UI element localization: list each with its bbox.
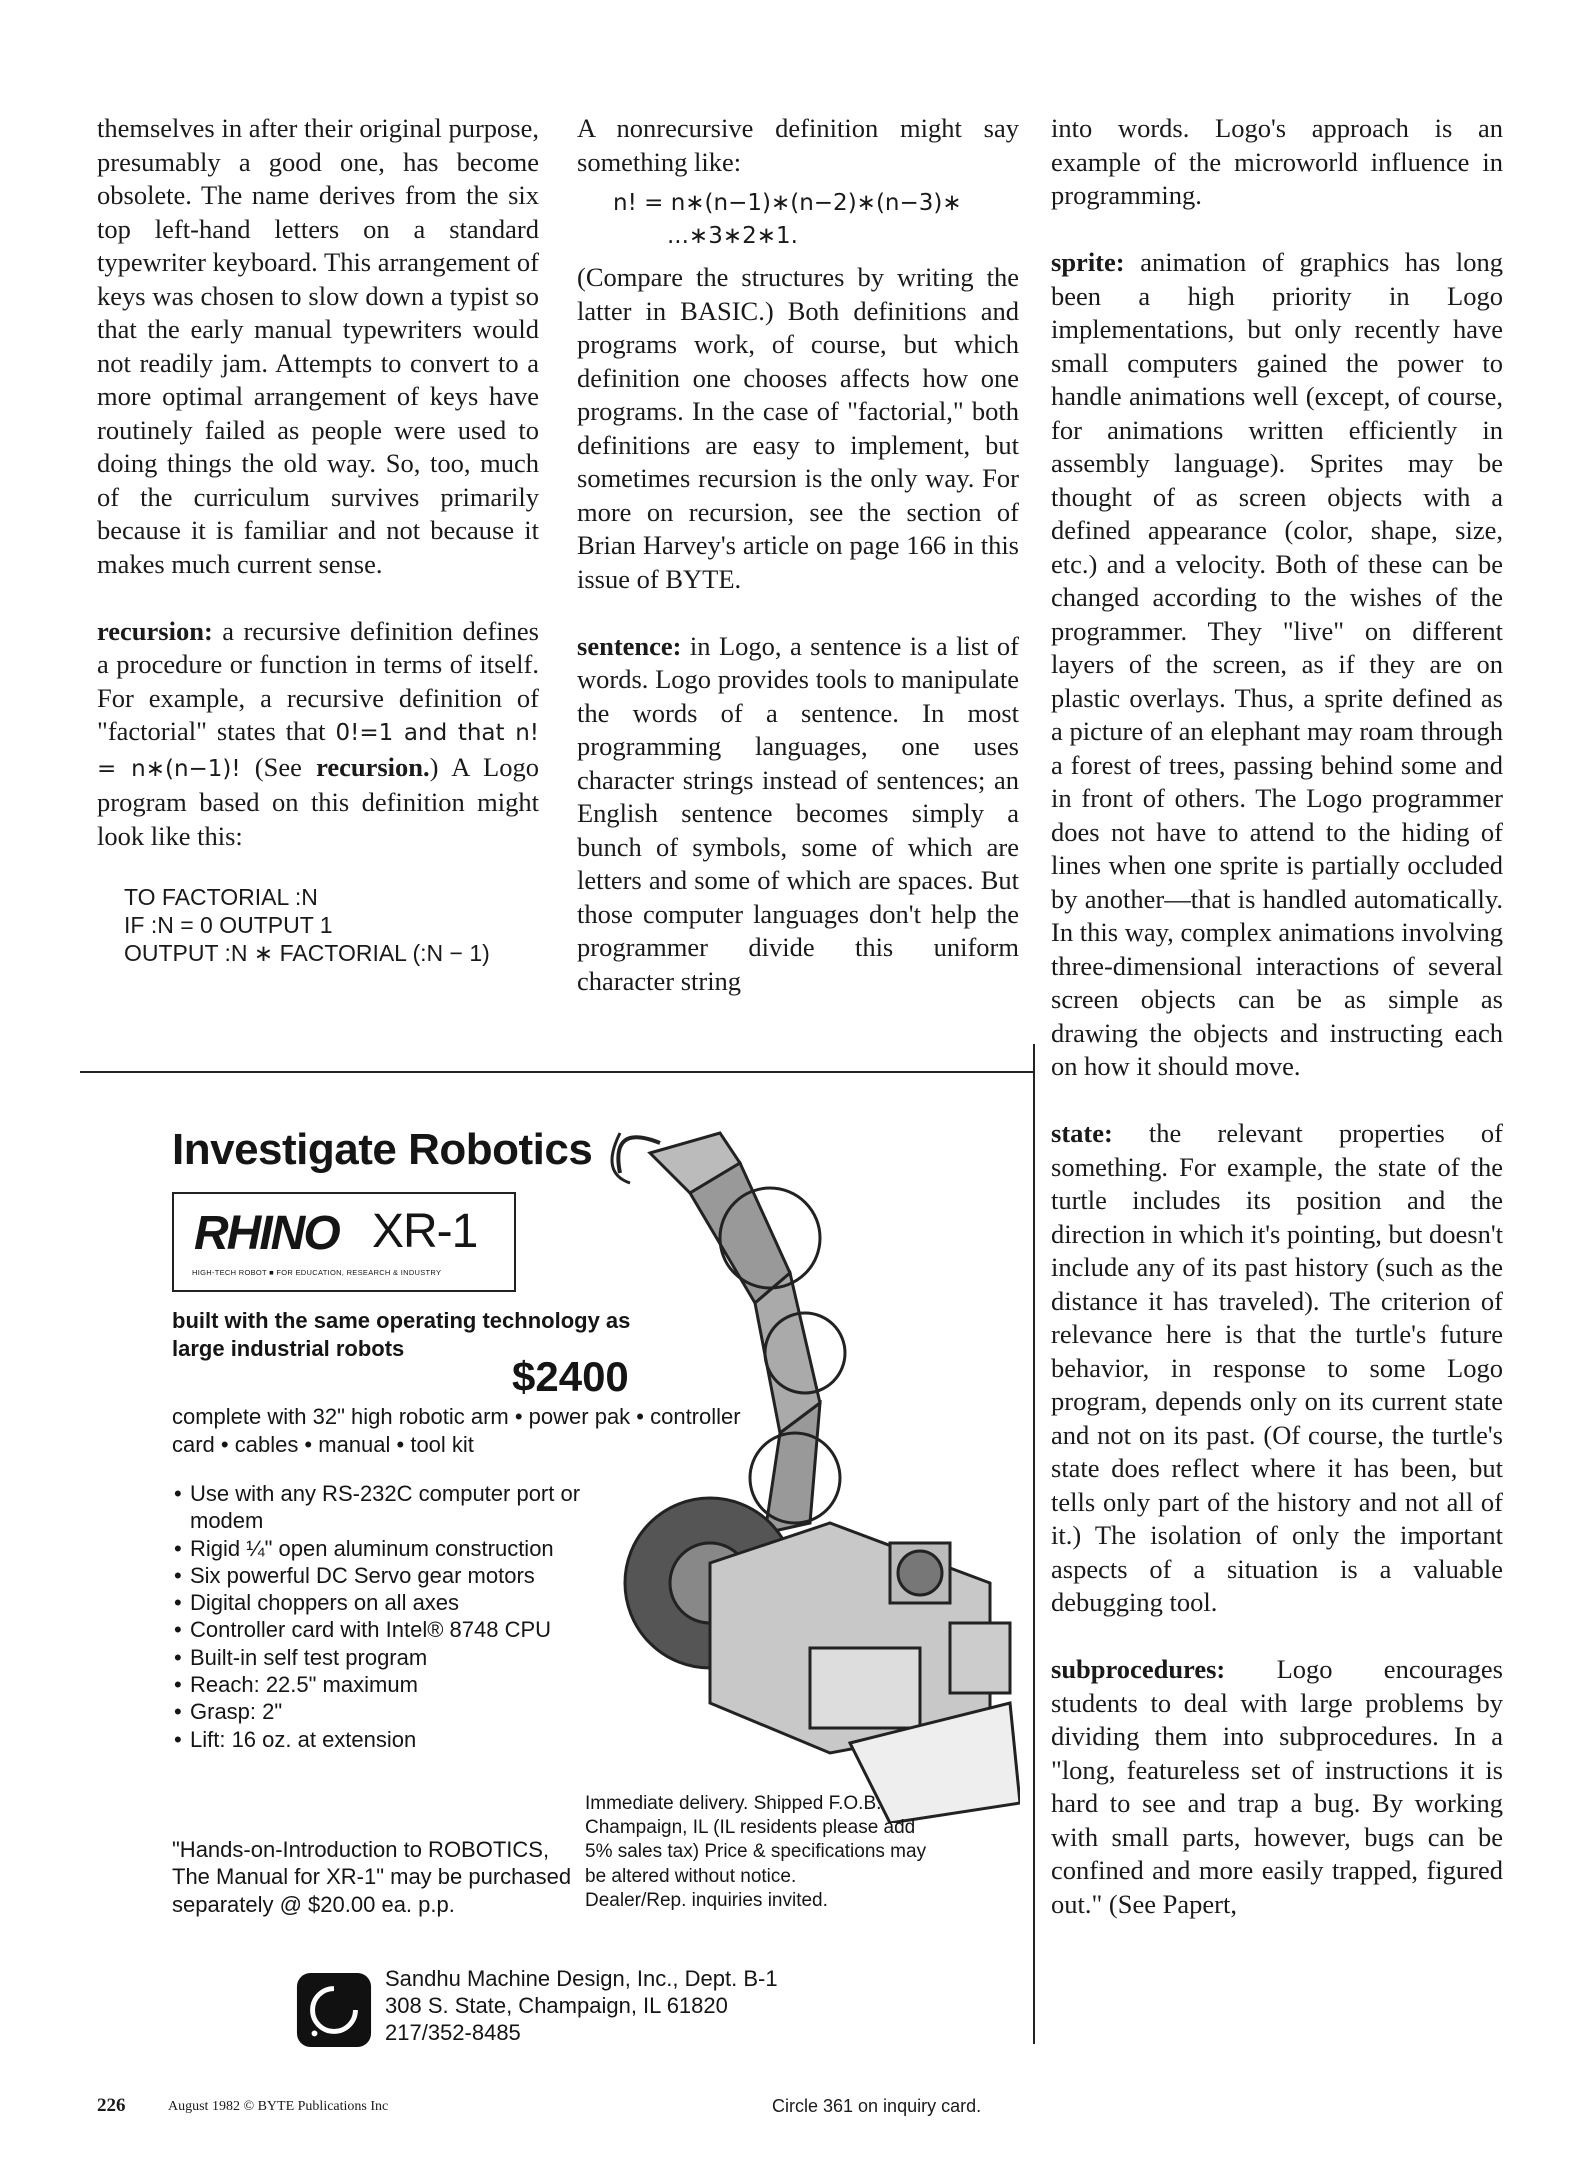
- formula-line: n! = n∗(n−1)∗(n−2)∗(n−3)∗: [613, 190, 962, 216]
- sentence-text: in Logo, a sentence is a list of words. Logo provides tools to manipulate the words of a sentence. In most programming languages, one uses character strings instead of sentences; an English sentence becomes simply a bunch of symbols, some of which are letters and some of which are spaces. But those computer languages don't help the programmer divide this uniform character string: [577, 630, 1019, 996]
- sprite-entry: [1051, 246, 1503, 1084]
- dealer-note: Dealer/Rep. inquiries invited.: [585, 1889, 828, 1911]
- paragraph: themselves in after their original purpose, presumably a good one, has become obsolete. The name derives from the six top left-hand letters on a standard typewriter keyboard. This arrangement of keys was chosen to slow down a typist so that the early manual typewriters would not readily jam. Attempts to convert to a more optimal arrangement of keys have routinely failed as people were used to doing things the old way. So, too, much of the curriculum survives primarily because it is familiar and not because it makes much current sense.: [97, 113, 539, 579]
- recursion-math: 0!=1 and that n! = n∗(n−1)!: [97, 720, 539, 782]
- ordering-terms: [585, 1792, 945, 1913]
- feature-item: • Reach: 22.5" maximum: [172, 1671, 592, 1698]
- manual-offer: "Hands-on-Introduction to ROBOTICS, The Manual for XR-1" may be purchased separately @ $20.00 ea. p.p.: [172, 1837, 572, 1917]
- column-2: [577, 112, 1019, 998]
- code-line: OUTPUT :N ∗ FACTORIAL (:N − 1): [124, 940, 490, 966]
- feature-list: [172, 1480, 592, 1753]
- feature-item: • Rigid ¼" open aluminum construction: [172, 1535, 592, 1562]
- formula-line: ...∗3∗2∗1.: [667, 223, 798, 249]
- code-line: TO FACTORIAL :N: [124, 884, 318, 910]
- subprocedures-text: Logo encourages students to deal with large problems by dividing them into subprocedures. In a "long, featureless set of instructions it is hard to see and trap a bug. By working with small parts, however, bugs can be confined and more easily trapped, figured out." (See Papert,: [1051, 1654, 1503, 1919]
- page-number: 226: [97, 2095, 126, 2116]
- feature-item: • Digital choppers on all axes: [172, 1589, 592, 1616]
- company-info: [385, 1965, 778, 2046]
- company-address: 308 S. State, Champaign, IL 61820: [385, 1993, 728, 2018]
- sentence-entry: [577, 630, 1019, 999]
- ad-title: Investigate Robotics: [172, 1125, 593, 1174]
- divider-horizontal: [80, 1071, 1033, 1073]
- company-phone: 217/352-8485: [385, 2020, 521, 2045]
- recursion-text-a: a recursive definition defines a procedure or function in terms of itself. For example, a recursive definition of "factorial" states that: [97, 615, 539, 746]
- sandhu-logo-icon: [295, 1971, 373, 2049]
- robot-arm-illustration: [570, 1103, 1020, 1823]
- code-block: [97, 883, 539, 967]
- state-text: the relevant properties of something. For example, the state of the turtle includes its position and the direction in which it's pointing, but doesn't include any of its past history (such as the distance it has traveled). The criterion of relevance here is that the turtle's future behavior, in response to some Logo program, depends only on its current state and not on its past. (Of course, the turtle's state does reflect where it has been, but tells only part of the history and not all of it.) The isolation of only the important aspects of a situation is a valuable debugging tool.: [1051, 1118, 1503, 1617]
- package-contents: complete with 32" high robotic arm • power pak • controller card • cables • manual • tool kit: [172, 1404, 741, 1457]
- term-recursion: recursion:: [97, 615, 213, 646]
- brand-tagline: HIGH-TECH ROBOT ■ FOR EDUCATION, RESEARCH & INDUSTRY: [192, 1268, 442, 1277]
- inquiry-note: Circle 361 on inquiry card.: [772, 2096, 982, 2116]
- subprocedures-entry: [1051, 1653, 1503, 1921]
- term-subprocedures: subprocedures:: [1051, 1654, 1226, 1684]
- brand-name: RHINO: [194, 1207, 339, 1260]
- terms-text: Immediate delivery. Shipped F.O.B. Champaign, IL (IL residents please add 5% sales tax) Price & specifications may be altered without notice.: [585, 1793, 927, 1887]
- feature-item: • Grasp: 2": [172, 1698, 592, 1725]
- company-name: Sandhu Machine Design, Inc., Dept. B-1: [385, 1966, 778, 1991]
- column-3: [1051, 112, 1503, 1921]
- feature-item: • Six powerful DC Servo gear motors: [172, 1562, 592, 1589]
- code-line: IF :N = 0 OUTPUT 1: [124, 912, 333, 938]
- feature-item: • Use with any RS-232C computer port or modem: [172, 1480, 592, 1535]
- recursion-text-b: (See: [240, 751, 317, 782]
- paragraph: (Compare the structures by writing the latter in BASIC.) Both definitions and programs work, of course, but which definition one chooses affects how one programs. In the case of "factorial," both definitions are easy to implement, but sometimes recursion is the only way. For more on recursion, see the section of Brian Harvey's article on page 166 in this issue of BYTE.: [577, 262, 1019, 594]
- paragraph: into words. Logo's approach is an example of the microworld influence in programming.: [1051, 113, 1503, 210]
- term-state: state:: [1051, 1118, 1113, 1148]
- sprite-text: animation of graphics has long been a high priority in Logo implementations, but only recently have small computers gained the power to handle animations well (except, of course, for animations written efficiently in assembly language). Sprites may be thought of as screen objects with a defined appearance (color, shape, size, etc.) and a velocity. Both of these can be changed according to the wishes of the programmer. They "live" on different layers of the screen, as if they are on plastic overlays. Thus, a sprite defined as a picture of an elephant may roam through a forest of trees, passing behind some and in front of others. The Logo programmer does not have to attend to the hiding of lines when one sprite is partially occluded by another—that is handled automatically. In this way, complex animations involving three-dimensional interactions of several screen objects can be as simple as drawing the objects and instructing each on how it should move.: [1051, 247, 1503, 1081]
- feature-item: • Controller card with Intel® 8748 CPU: [172, 1616, 592, 1643]
- divider-vertical: [1033, 1044, 1035, 2044]
- feature-item: • Lift: 16 oz. at extension: [172, 1726, 592, 1753]
- price: $2400: [512, 1353, 629, 1400]
- term-sprite: sprite:: [1051, 247, 1125, 277]
- paragraph: A nonrecursive definition might say something like:: [577, 113, 1019, 177]
- state-entry: [1051, 1117, 1503, 1620]
- column-1: [97, 112, 539, 967]
- recursion-entry: [97, 615, 539, 854]
- rhino-logo: [172, 1192, 516, 1292]
- issue-line: August 1982 © BYTE Publications Inc: [168, 2099, 389, 2114]
- recursion-text-c: ) A Logo program based on this definition might look like this:: [97, 751, 539, 851]
- model-name: XR-1: [372, 1205, 478, 1258]
- feature-item: • Built-in self test program: [172, 1644, 592, 1671]
- ad-subhead: built with the same operating technology as large industrial robots: [172, 1308, 631, 1361]
- term-sentence: sentence:: [577, 630, 682, 661]
- recursion-crossref: recursion.: [316, 751, 430, 782]
- rhino-advertisement: [140, 1085, 1020, 2045]
